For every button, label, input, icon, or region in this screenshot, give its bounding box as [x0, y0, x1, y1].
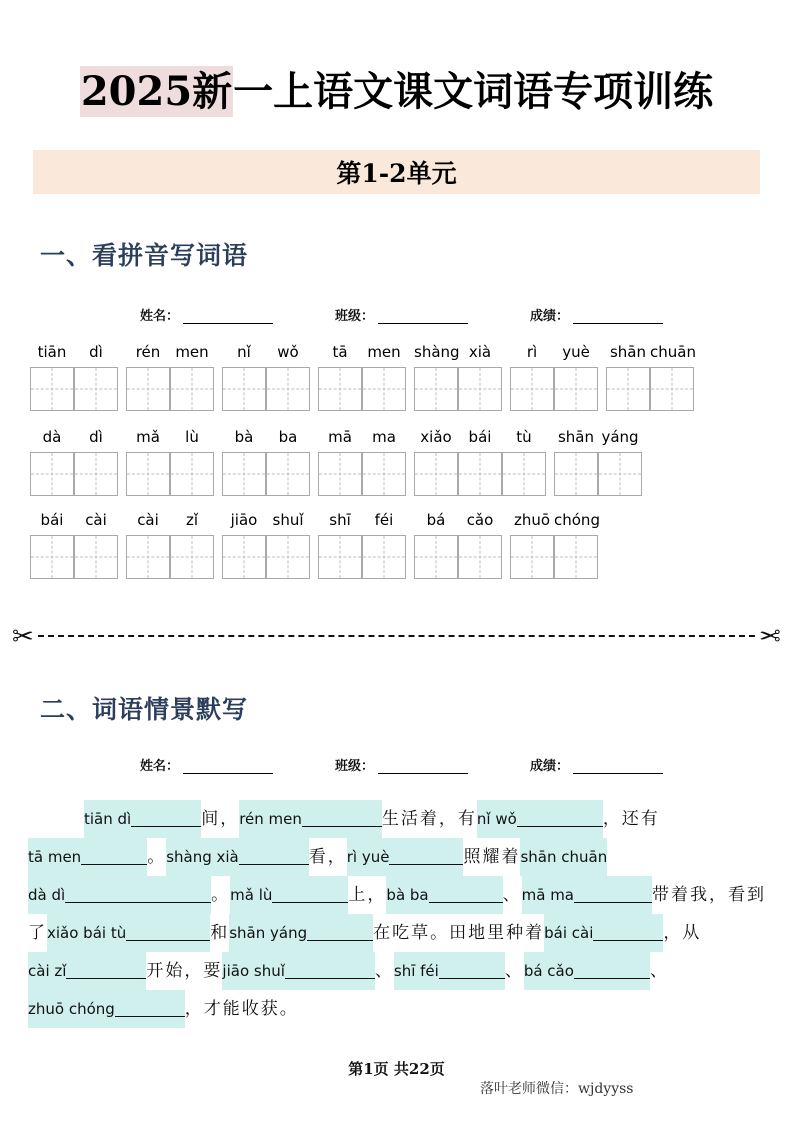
answer-blank[interactable] [28, 990, 185, 1028]
blank-write-line[interactable] [389, 849, 463, 865]
blank-write-line[interactable] [574, 963, 650, 979]
name-field[interactable] [140, 305, 273, 324]
paragraph-text: 生活着，有 [381, 809, 477, 829]
character-box-group[interactable] [414, 367, 502, 411]
meta-spacer [468, 755, 530, 774]
scissors-icon: ✂ [759, 621, 781, 651]
pinyin-group [318, 343, 406, 361]
score-rule[interactable] [573, 760, 663, 774]
blank-pinyin-hint: shī féi [393, 962, 439, 980]
answer-blank[interactable] [28, 876, 211, 914]
character-box-group[interactable] [222, 535, 310, 579]
answer-blank[interactable] [166, 838, 309, 876]
pinyin-group [30, 428, 118, 446]
blank-write-line[interactable] [593, 925, 663, 941]
character-box-group[interactable] [606, 367, 694, 411]
blank-pinyin-hint: cài zǐ [28, 962, 67, 980]
section-1-heading-label: 一、看拼音写词语 [40, 241, 249, 270]
blank-pinyin-hint: mǎ lù [230, 886, 273, 904]
pinyin-syllable: men [175, 343, 209, 361]
pinyin-group [414, 343, 502, 361]
answer-blank[interactable] [522, 876, 652, 914]
paragraph-text: 间， [201, 809, 240, 829]
pinyin-syllable: shān [557, 428, 595, 446]
pinyin-group [222, 343, 310, 361]
paragraph-text: 、 [649, 961, 669, 981]
blank-write-line[interactable] [307, 925, 373, 941]
pinyin-group [222, 428, 310, 446]
character-write-box[interactable] [554, 367, 598, 411]
meta-spacer [273, 305, 335, 324]
answer-blank[interactable] [386, 876, 502, 914]
character-write-box[interactable] [414, 367, 458, 411]
character-write-box[interactable] [554, 535, 598, 579]
pinyin-syllable: ba [278, 428, 298, 446]
answer-blank[interactable] [229, 914, 373, 952]
meta-row-section-2 [140, 755, 740, 774]
paragraph-text: 看， [308, 847, 347, 867]
answer-blank[interactable] [477, 800, 603, 838]
character-box-group[interactable] [318, 452, 406, 496]
score-field[interactable] [530, 755, 663, 774]
score-field[interactable] [530, 305, 663, 324]
character-write-box[interactable] [510, 367, 554, 411]
pinyin-syllable: tù [516, 428, 532, 446]
pinyin-syllable: tā [332, 343, 348, 361]
pinyin-syllable: chuān [650, 343, 696, 361]
paragraph-text: 、 [502, 885, 522, 905]
character-write-box[interactable] [598, 452, 642, 496]
paragraph-text: ，还有 [602, 809, 660, 829]
paragraph-text: 。 [211, 885, 231, 905]
character-write-box[interactable] [170, 452, 214, 496]
blank-write-line[interactable] [285, 963, 375, 979]
meta-row-section-1 [140, 305, 740, 324]
pinyin-syllable: bá [426, 511, 446, 529]
character-box-group[interactable] [222, 367, 310, 411]
pinyin-group [414, 511, 502, 529]
blank-pinyin-hint: rì yuè [346, 848, 390, 866]
class-label: 班级： [335, 759, 375, 774]
blank-write-line[interactable] [65, 887, 211, 903]
character-write-box[interactable] [222, 367, 266, 411]
pinyin-syllable: bà [234, 428, 254, 446]
pinyin-syllable: zǐ [185, 511, 199, 529]
blank-write-line[interactable] [126, 925, 210, 941]
footer-wechat: 落叶老师微信：wjdyyss [480, 1081, 634, 1097]
pinyin-row [30, 428, 650, 446]
section-1-heading [40, 236, 248, 272]
character-box-group[interactable] [554, 452, 642, 496]
pinyin-group [510, 511, 598, 529]
character-box-group[interactable] [30, 535, 118, 579]
character-write-box[interactable] [414, 452, 458, 496]
pinyin-group [414, 428, 546, 446]
pinyin-group [606, 343, 694, 361]
pinyin-syllable: rì [526, 343, 538, 361]
blank-write-line[interactable] [302, 811, 382, 827]
character-write-box[interactable] [222, 535, 266, 579]
character-box-group[interactable] [318, 535, 406, 579]
answer-blank[interactable] [347, 838, 464, 876]
pinyin-syllable: bái [468, 428, 492, 446]
blank-write-line[interactable] [574, 887, 652, 903]
character-write-box[interactable] [650, 367, 694, 411]
blank-write-line[interactable] [272, 887, 348, 903]
blank-write-line[interactable] [429, 887, 503, 903]
class-field[interactable] [335, 755, 468, 774]
blank-pinyin-hint: bà ba [386, 886, 429, 904]
character-write-box[interactable] [126, 367, 170, 411]
answer-blank[interactable] [84, 800, 201, 838]
meta-spacer [273, 755, 335, 774]
character-write-box[interactable] [30, 535, 74, 579]
pinyin-syllable: shuǐ [272, 511, 304, 529]
pinyin-row [30, 343, 702, 361]
pinyin-syllable: shān [609, 343, 647, 361]
name-rule[interactable] [183, 310, 273, 324]
score-label: 成绩： [530, 759, 570, 774]
pinyin-syllable: jiāo [230, 511, 258, 529]
blank-pinyin-hint: xiǎo bái tù [47, 924, 127, 942]
grid-row [30, 452, 650, 496]
character-write-box[interactable] [362, 535, 406, 579]
character-write-box[interactable] [502, 452, 546, 496]
pinyin-group [510, 343, 598, 361]
answer-blank[interactable] [520, 838, 607, 876]
character-box-group[interactable] [126, 367, 214, 411]
pinyin-syllable: dì [89, 343, 103, 361]
pinyin-group [318, 511, 406, 529]
footer-page-number: 第1页 共22页 [348, 1060, 445, 1078]
title-highlight: 2025新 [80, 68, 233, 115]
character-write-box[interactable] [318, 452, 362, 496]
blank-pinyin-hint: tiān dì [84, 810, 132, 828]
blank-write-line[interactable] [439, 963, 505, 979]
pinyin-syllable: tiān [37, 343, 67, 361]
pinyin-syllable: rén [135, 343, 161, 361]
blank-pinyin-hint: nǐ wǒ [476, 810, 517, 828]
character-box-group[interactable] [510, 367, 598, 411]
pinyin-group [126, 511, 214, 529]
blank-pinyin-hint: jiāo shuǐ [222, 962, 285, 980]
character-write-box[interactable] [606, 367, 650, 411]
answer-blank[interactable] [524, 952, 650, 990]
pinyin-group [126, 428, 214, 446]
character-write-box[interactable] [318, 535, 362, 579]
character-write-box[interactable] [74, 367, 118, 411]
paragraph-text: 和 [210, 923, 230, 943]
character-write-box[interactable] [266, 535, 310, 579]
character-write-box[interactable] [170, 367, 214, 411]
pinyin-syllable: wǒ [277, 343, 299, 361]
answer-blank[interactable] [28, 952, 146, 990]
grid-row [30, 367, 702, 411]
character-write-box[interactable] [362, 367, 406, 411]
character-write-box[interactable] [458, 452, 502, 496]
pinyin-row [30, 511, 606, 529]
class-rule[interactable] [378, 760, 468, 774]
cut-dashed-line [38, 635, 755, 637]
pinyin-syllable: shī [329, 511, 351, 529]
paragraph-text: 带着我，看到了 [28, 885, 767, 943]
paragraph-text: ，才能收获。 [184, 999, 299, 1019]
pinyin-syllable: cǎo [466, 511, 494, 529]
section-2-heading [40, 690, 248, 726]
character-box-group[interactable] [414, 452, 546, 496]
page-title [0, 60, 793, 117]
character-write-box[interactable] [554, 452, 598, 496]
character-write-box[interactable] [266, 367, 310, 411]
cut-divider [0, 618, 793, 654]
section-2-heading-label: 二、词语情景默写 [40, 695, 249, 724]
name-field[interactable] [140, 755, 273, 774]
character-write-box[interactable] [318, 367, 362, 411]
paragraph-text: 在吃草。 [373, 923, 450, 943]
meta-spacer [468, 305, 530, 324]
paragraph-text: 田地里种着 [449, 923, 545, 943]
pinyin-syllable: mǎ [136, 428, 160, 446]
title-rest: 一上语文课文词语专项训练 [233, 68, 714, 115]
character-box-group[interactable] [318, 367, 406, 411]
character-box-group[interactable] [30, 367, 118, 411]
paragraph-text: 。 [147, 847, 167, 867]
blank-pinyin-hint: tā men [28, 848, 82, 866]
pinyin-syllable: xià [468, 343, 492, 361]
paragraph-text: 上， [348, 885, 387, 905]
blank-pinyin-hint: zhuō chóng [28, 1000, 115, 1018]
character-write-box[interactable] [126, 535, 170, 579]
character-write-box[interactable] [458, 367, 502, 411]
name-rule[interactable] [183, 760, 273, 774]
character-write-box[interactable] [458, 535, 502, 579]
blank-write-line[interactable] [517, 811, 603, 827]
pinyin-syllable: cài [137, 511, 159, 529]
character-box-group[interactable] [510, 535, 598, 579]
paragraph-text: 照耀着 [463, 847, 521, 867]
answer-blank[interactable] [239, 800, 382, 838]
character-write-box[interactable] [222, 452, 266, 496]
character-write-box[interactable] [74, 535, 118, 579]
pinyin-syllable: dì [89, 428, 103, 446]
unit-banner-label: 第1-2单元 [336, 159, 457, 188]
class-field[interactable] [335, 305, 468, 324]
blank-write-line[interactable] [115, 1001, 185, 1017]
name-label: 姓名： [140, 759, 180, 774]
character-write-box[interactable] [30, 367, 74, 411]
pinyin-syllable: lù [185, 428, 199, 446]
character-write-box[interactable] [362, 452, 406, 496]
character-box-group[interactable] [126, 452, 214, 496]
unit-banner [33, 150, 760, 194]
blank-pinyin-hint: shān chuān [520, 848, 608, 866]
fill-in-paragraph [28, 800, 768, 1028]
name-label: 姓名： [140, 309, 180, 324]
pinyin-syllable: cài [85, 511, 107, 529]
blank-pinyin-hint: mā ma [521, 886, 575, 904]
character-box-group[interactable] [30, 452, 118, 496]
blank-pinyin-hint: bá cǎo [523, 962, 574, 980]
class-label: 班级： [335, 309, 375, 324]
pinyin-syllable: dà [42, 428, 62, 446]
pinyin-syllable: men [367, 343, 401, 361]
pinyin-syllable: bái [40, 511, 64, 529]
pinyin-syllable: xiǎo [420, 428, 452, 446]
pinyin-syllable: zhuō [513, 511, 551, 529]
pinyin-syllable: ma [372, 428, 396, 446]
class-rule[interactable] [378, 310, 468, 324]
blank-pinyin-hint: shān yáng [229, 924, 308, 942]
blank-write-line[interactable] [81, 849, 147, 865]
pinyin-group [30, 343, 118, 361]
blank-pinyin-hint: shàng xià [166, 848, 239, 866]
score-rule[interactable] [573, 310, 663, 324]
paragraph-text: ，从 [663, 923, 702, 943]
pinyin-syllable: shàng [414, 343, 460, 361]
character-box-group[interactable] [414, 535, 502, 579]
pinyin-group [222, 511, 310, 529]
score-label: 成绩： [530, 309, 570, 324]
character-box-group[interactable] [222, 452, 310, 496]
paragraph-text: 、 [374, 961, 394, 981]
pinyin-syllable: féi [374, 511, 394, 529]
answer-blank[interactable] [394, 952, 505, 990]
answer-blank[interactable] [47, 914, 210, 952]
character-write-box[interactable] [126, 452, 170, 496]
character-write-box[interactable] [74, 452, 118, 496]
scissors-icon: ✂ [12, 621, 34, 651]
pinyin-syllable: yuè [562, 343, 590, 361]
pinyin-group [318, 428, 406, 446]
blank-pinyin-hint: rén men [239, 810, 302, 828]
paragraph-text: 、 [504, 961, 524, 981]
pinyin-syllable: chóng [554, 511, 600, 529]
answer-blank[interactable] [544, 914, 663, 952]
answer-blank[interactable] [222, 952, 374, 990]
pinyin-syllable: mā [328, 428, 352, 446]
character-write-box[interactable] [170, 535, 214, 579]
blank-write-line[interactable] [239, 849, 309, 865]
character-write-box[interactable] [510, 535, 554, 579]
pinyin-group [126, 343, 214, 361]
answer-blank[interactable] [28, 838, 147, 876]
pinyin-group [554, 428, 642, 446]
pinyin-group [30, 511, 118, 529]
blank-write-line[interactable] [131, 811, 201, 827]
blank-write-line[interactable] [66, 963, 146, 979]
paragraph-text: 开始，要 [146, 961, 223, 981]
character-box-group[interactable] [126, 535, 214, 579]
grid-row [30, 535, 606, 579]
pinyin-syllable: yáng [601, 428, 639, 446]
answer-blank[interactable] [230, 876, 348, 914]
blank-pinyin-hint: dà dì [28, 886, 66, 904]
character-write-box[interactable] [414, 535, 458, 579]
blank-pinyin-hint: bái cài [544, 924, 594, 942]
pinyin-syllable: nǐ [237, 343, 251, 361]
character-write-box[interactable] [266, 452, 310, 496]
character-write-box[interactable] [30, 452, 74, 496]
